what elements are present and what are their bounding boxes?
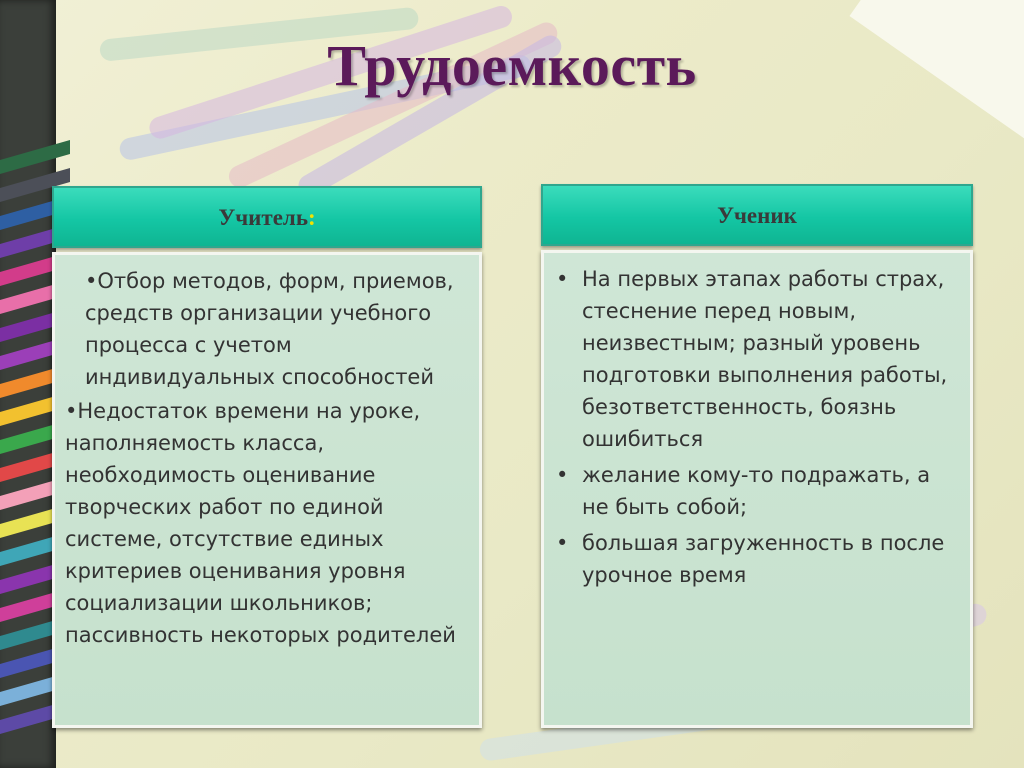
bullet-icon: • [85,269,98,293]
bullet-icon: • [65,399,78,423]
teacher-body [52,252,482,728]
teacher-header-colon: : [308,205,316,230]
student-item [556,263,956,455]
student-item-text: желание кому-то подражать, а не быть собой; [582,463,931,519]
slide-title: Трудоемкость [327,33,697,98]
student-item [556,527,956,591]
student-body [541,250,973,728]
teacher-item [65,395,469,651]
student-item [556,459,956,523]
crayon [0,140,70,174]
teacher-item-text: Отбор методов, форм, приемов, средств организации учебного процесса с учетом индивидуальных способностей [85,269,454,389]
bullet-icon: • [556,267,569,291]
teacher-item [65,265,469,393]
student-item-text: большая загруженность в после урочное время [582,531,945,587]
bullet-icon: • [556,463,569,487]
teacher-item-text: Недостаток времени на уроке, наполняемость класса, необходимость оценивание творческих работ по единой системе, отсутствие единых критериев оценивания уровня социализации школьников; пассивность некоторых родителей [65,399,456,647]
student-header [541,184,973,246]
teacher-header-label: Учитель [218,205,308,230]
bullet-icon: • [556,531,569,555]
student-header-label: Ученик [717,203,797,228]
crayon-strip [0,0,56,768]
teacher-header [52,186,482,248]
student-item-text: На первых этапах работы страх, стеснение перед новым, неизвестным; разный уровень подготовки выполнения работы, безответственность, боязнь ошибиться [582,267,948,451]
student-list [556,263,956,591]
